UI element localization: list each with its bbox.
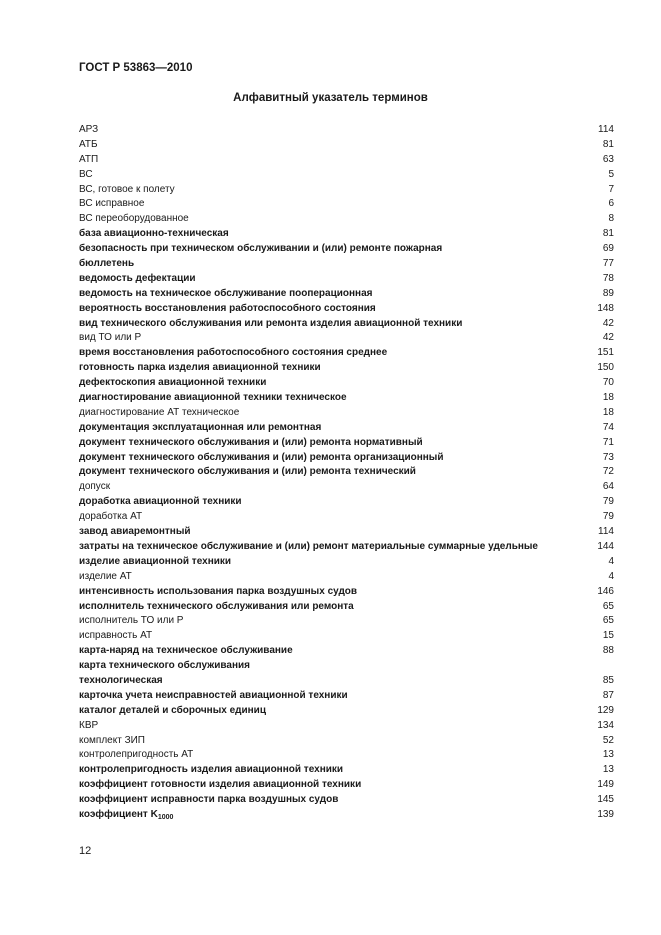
term-base: коэффициент K xyxy=(79,808,158,820)
index-entry xyxy=(79,361,614,376)
index-entry-page: 73 xyxy=(602,451,614,463)
index-entry-page: 63 xyxy=(602,153,614,165)
index-entry-k1000 xyxy=(79,808,614,823)
index-entry-term: вероятность восстановления работоспособного состояния xyxy=(79,302,376,314)
index-entry xyxy=(79,734,614,749)
index-entry-page: 81 xyxy=(602,228,614,240)
index-entry-page: 15 xyxy=(602,630,614,642)
index-entry-page: 71 xyxy=(602,436,614,448)
index-entry xyxy=(79,495,614,510)
index-entry-page: 13 xyxy=(602,749,614,761)
index-entry-page: 18 xyxy=(602,392,614,404)
index-entry-page: 150 xyxy=(597,362,614,374)
index-entry-term: интенсивность использования парка воздушных судов xyxy=(79,585,358,597)
index-entry xyxy=(79,406,614,421)
index-entry xyxy=(79,480,614,495)
index-entry-page: 6 xyxy=(608,198,614,210)
index-entry xyxy=(79,629,614,644)
index-entry xyxy=(79,197,614,212)
index-entry-term: технологическая xyxy=(79,674,163,686)
index-entry-term: контролепригодность изделия авиационной техники xyxy=(79,764,344,776)
term-subscript: 1000 xyxy=(157,813,174,821)
index-entry-page: 81 xyxy=(602,138,614,150)
index-entry xyxy=(79,763,614,778)
index-entry-term: АТБ xyxy=(79,138,98,150)
index-entry-page: 79 xyxy=(602,511,614,523)
index-entry-page: 52 xyxy=(602,734,614,746)
index-entry xyxy=(79,540,614,555)
index-title: Алфавитный указатель терминов xyxy=(233,92,428,104)
index-entry-term: время восстановления работоспособного состояния среднее xyxy=(79,347,388,359)
index-entry-term: доработка АТ xyxy=(79,511,143,523)
index-entry-page: 72 xyxy=(602,466,614,478)
index-entry-term: АРЗ xyxy=(79,124,99,135)
index-entry-term: карта технического обслуживания xyxy=(79,660,251,672)
index-entry-page: 65 xyxy=(602,600,614,612)
index-entry xyxy=(79,659,614,674)
index-entry-term: ведомость на техническое обслуживание пооперационная xyxy=(79,287,373,299)
index-entry-page: 18 xyxy=(602,406,614,418)
index-entry-page: 70 xyxy=(602,377,614,389)
index-entry-page: 89 xyxy=(602,287,614,299)
index-entry-page: 149 xyxy=(597,779,614,791)
index-entry-term: коэффициент готовности изделия авиационной техники xyxy=(79,779,362,791)
index-entry-page: 4 xyxy=(608,555,614,567)
index-entry xyxy=(79,346,614,361)
index-entry-page: 42 xyxy=(602,317,614,329)
index-entry-page: 114 xyxy=(598,526,614,538)
index-entry-term: исполнитель ТО или Р xyxy=(79,615,184,627)
index-entry-term: допуск xyxy=(79,481,111,493)
index-entry-term: безопасность при техническом обслуживании и (или) ремонте пожарная xyxy=(79,243,443,255)
index-entry-term: АТП xyxy=(79,153,99,165)
index-entry-term: диагностирование авиационной техники техническое xyxy=(79,392,347,404)
index-entry xyxy=(79,376,614,391)
index-entry-page: 148 xyxy=(597,302,614,314)
index-entry-term: дефектоскопия авиационной техники xyxy=(79,377,267,389)
index-entry-page: 88 xyxy=(602,645,614,657)
index-entry xyxy=(79,614,614,629)
document-header: ГОСТ Р 53863—2010 xyxy=(79,62,193,74)
index-entry-page: 151 xyxy=(597,347,614,359)
index-entry-term: документ технического обслуживания и (или) ремонта технический xyxy=(79,466,416,478)
index-entry xyxy=(79,123,614,138)
index-entry-page: 144 xyxy=(597,540,614,552)
index-entry-term: документация эксплуатационная или ремонтная xyxy=(79,421,322,433)
index-entry xyxy=(79,451,614,466)
index-entry-term: доработка авиационной техники xyxy=(79,496,242,508)
index-entry-term: изделие авиационной техники xyxy=(79,555,232,567)
index-entry xyxy=(79,719,614,734)
index-entry-term: документ технического обслуживания и (или) ремонта нормативный xyxy=(79,436,423,448)
index-entry xyxy=(79,555,614,570)
index-entry xyxy=(79,302,614,317)
index-entry xyxy=(79,287,614,302)
term-rows xyxy=(79,123,614,808)
index-entry xyxy=(79,331,614,346)
index-entry xyxy=(79,257,614,272)
index-entry-term: вид ТО или Р xyxy=(79,332,142,344)
index-entry-page: 85 xyxy=(602,674,614,686)
index-entry xyxy=(79,570,614,585)
index-entry-term xyxy=(79,808,173,826)
index-entry-term: карта-наряд на техническое обслуживание xyxy=(79,645,293,657)
index-entry-term: вид технического обслуживания или ремонта изделия авиационной техники xyxy=(79,317,463,329)
index-entry-page: 145 xyxy=(597,794,614,806)
index-entry xyxy=(79,317,614,332)
index-entry-page: 129 xyxy=(597,704,614,716)
index-entry xyxy=(79,272,614,287)
index-entry xyxy=(79,421,614,436)
index-entry-term: затраты на техническое обслуживание и (или) ремонт материальные суммарные удельные xyxy=(79,540,538,552)
index-entry-page: 4 xyxy=(608,570,614,582)
index-entry-term: карточка учета неисправностей авиационной техники xyxy=(79,689,348,701)
index-entry-page: 134 xyxy=(597,719,614,731)
index-entry xyxy=(79,600,614,615)
index-entry xyxy=(79,212,614,227)
index-entry xyxy=(79,391,614,406)
index-entry-term: диагностирование АТ техническое xyxy=(79,406,240,418)
index-entry xyxy=(79,183,614,198)
index-entry-page: 69 xyxy=(602,243,614,255)
index-entry-page: 8 xyxy=(608,213,614,225)
index-entry-page: 114 xyxy=(598,124,614,135)
index-entry xyxy=(79,510,614,525)
index-entry-page: 87 xyxy=(602,689,614,701)
index-entry-page: 79 xyxy=(602,496,614,508)
index-entry xyxy=(79,689,614,704)
index-entry xyxy=(79,168,614,183)
page-number: 12 xyxy=(79,845,92,857)
term-index-list xyxy=(79,123,614,823)
index-entry xyxy=(79,242,614,257)
index-entry xyxy=(79,227,614,242)
index-entry xyxy=(79,465,614,480)
index-entry-page: 5 xyxy=(608,168,614,180)
index-entry xyxy=(79,153,614,168)
index-entry xyxy=(79,704,614,719)
index-entry-term: коэффициент исправности парка воздушных судов xyxy=(79,794,339,806)
index-entry-page: 77 xyxy=(602,258,614,270)
index-entry xyxy=(79,793,614,808)
index-entry-term: ВС исправное xyxy=(79,198,145,210)
index-entry-page: 78 xyxy=(602,272,614,284)
index-entry-page: 13 xyxy=(602,764,614,776)
index-entry xyxy=(79,436,614,451)
index-entry xyxy=(79,644,614,659)
index-entry-term: ВС, готовое к полету xyxy=(79,183,175,195)
index-entry-term: комплект ЗИП xyxy=(79,734,145,746)
index-entry-term: документ технического обслуживания и (или) ремонта организационный xyxy=(79,451,444,463)
index-entry-page: 64 xyxy=(602,481,614,493)
index-entry-term: КВР xyxy=(79,719,99,731)
index-entry-term: готовность парка изделия авиационной техники xyxy=(79,362,321,374)
index-entry-term: контролепригодность АТ xyxy=(79,749,194,761)
index-entry-term: ведомость дефектации xyxy=(79,272,196,284)
index-entry xyxy=(79,748,614,763)
index-entry-page: 139 xyxy=(597,808,614,820)
index-entry-page: 65 xyxy=(602,615,614,627)
index-entry-page: 42 xyxy=(602,332,614,344)
index-entry-term: база авиационно-техническая xyxy=(79,228,229,240)
index-entry-term: исполнитель технического обслуживания или ремонта xyxy=(79,600,354,612)
index-entry xyxy=(79,585,614,600)
index-entry xyxy=(79,778,614,793)
index-entry xyxy=(79,674,614,689)
index-entry-page: 74 xyxy=(602,421,614,433)
index-entry-term: завод авиаремонтный xyxy=(79,526,191,538)
index-entry-term: ВС xyxy=(79,168,93,180)
index-entry-term: исправность АТ xyxy=(79,630,153,642)
index-entry xyxy=(79,138,614,153)
index-entry-term: бюллетень xyxy=(79,258,135,270)
index-entry-term: изделие АТ xyxy=(79,570,132,582)
index-entry xyxy=(79,525,614,540)
index-entry-term: каталог деталей и сборочных единиц xyxy=(79,704,266,716)
index-entry-page: 7 xyxy=(608,183,614,195)
index-entry-term: ВС переоборудованное xyxy=(79,213,189,225)
index-entry-page: 146 xyxy=(597,585,614,597)
